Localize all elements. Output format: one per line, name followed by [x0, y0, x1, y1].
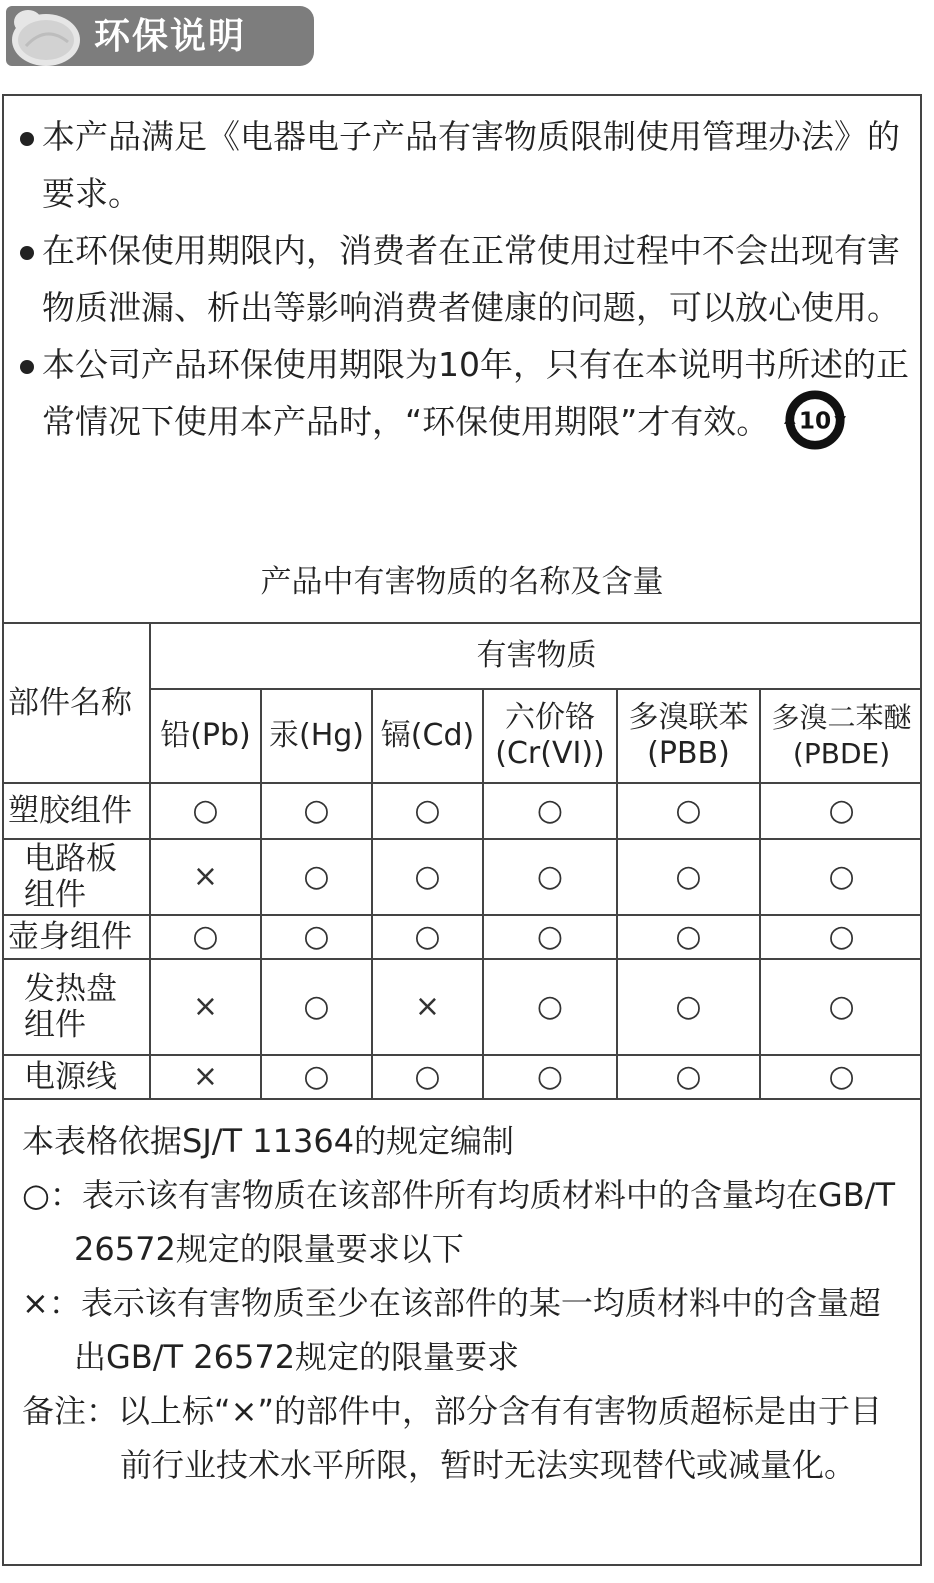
note-circle-legend: ○：表示该有害物质在该部件所有均质材料中的含量均在GB/T 26572规定的限量要求以下 [22, 1176, 896, 1268]
part-name: 壶身组件 [4, 915, 150, 959]
cell-mark: × [150, 839, 261, 915]
part-name: 发热盘 组件 [4, 959, 150, 1055]
part-name: 塑胶组件 [4, 783, 150, 839]
table-row [4, 915, 922, 959]
epup-10-years-icon [784, 389, 846, 451]
table-notes [22, 1114, 912, 1492]
statement-item [20, 108, 910, 222]
cell-mark: ○ [617, 839, 760, 915]
statement-item [20, 336, 910, 451]
column-header-lead: 铅(Pb) [150, 689, 261, 783]
cell-mark: ○ [372, 1055, 483, 1099]
table-row [4, 783, 922, 839]
cell-mark: × [372, 959, 483, 1055]
cell-mark: ○ [372, 783, 483, 839]
part-name: 电路板 组件 [4, 839, 150, 915]
cell-mark: ○ [760, 839, 922, 915]
statement-text: 本公司产品环保使用期限为10年，只有在本说明书所述的正常情况下使用本产品时，“环保使用期限”才有效。 [42, 345, 909, 441]
table-row [4, 1055, 922, 1099]
part-name-header: 部件名称 [4, 623, 150, 783]
column-header-pbde: 多溴二苯醚 (PBDE) [760, 689, 922, 783]
statement-text: 在环保使用期限内，消费者在正常使用过程中不会出现有害物质泄漏、析出等影响消费者健康的问题，可以放心使用。 [42, 231, 900, 327]
hazardous-substance-table [4, 622, 922, 1100]
column-header-mercury: 汞(Hg) [261, 689, 372, 783]
cell-mark: ○ [372, 839, 483, 915]
cell-mark: ○ [617, 915, 760, 959]
cell-mark: ○ [372, 915, 483, 959]
section-title: 环保说明 [94, 16, 247, 57]
cell-mark: ○ [760, 1055, 922, 1099]
cell-mark: ○ [150, 783, 261, 839]
cell-mark: × [150, 1055, 261, 1099]
statement-item [20, 222, 910, 336]
statement-text: 本产品满足《电器电子产品有害物质限制使用管理办法》的要求。 [42, 117, 900, 213]
table-row [4, 839, 922, 915]
table-title: 产品中有害物质的名称及含量 [260, 564, 664, 600]
cell-mark: ○ [760, 915, 922, 959]
cell-mark: ○ [261, 1055, 372, 1099]
cell-mark: ○ [483, 783, 617, 839]
section-header [6, 6, 314, 66]
column-header-cadmium: 镉(Cd) [372, 689, 483, 783]
table-row [4, 959, 922, 1055]
content-frame [2, 94, 922, 1566]
bullet-icon [20, 246, 34, 260]
cell-mark: ○ [483, 1055, 617, 1099]
bullet-icon [20, 132, 34, 146]
column-header-pbb: 多溴联苯 (PBB) [617, 689, 760, 783]
bullet-icon [20, 360, 34, 374]
cell-mark: × [150, 959, 261, 1055]
column-header-chromium: 六价铬 (Cr(VI)) [483, 689, 617, 783]
cell-mark: ○ [150, 915, 261, 959]
note-cross-legend: ×：表示该有害物质至少在该部件的某一均质材料中的含量超出GB/T 26572规定的限量要求 [22, 1284, 881, 1376]
note-remark: 备注：以上标“×”的部件中，部分含有有害物质超标是由于目前行业技术水平所限，暂时无法实现替代或减量化。 [22, 1392, 882, 1484]
cell-mark: ○ [760, 783, 922, 839]
cell-mark: ○ [617, 783, 760, 839]
part-name: 电源线 [4, 1055, 150, 1099]
statement-list [20, 108, 910, 451]
substance-group-header: 有害物质 [150, 623, 922, 689]
brand-blob-icon [6, 6, 86, 70]
cell-mark: ○ [617, 959, 760, 1055]
epup-number: 10 [798, 407, 831, 435]
cell-mark: ○ [261, 839, 372, 915]
cell-mark: ○ [483, 839, 617, 915]
cell-mark: ○ [483, 915, 617, 959]
cell-mark: ○ [261, 915, 372, 959]
cell-mark: ○ [760, 959, 922, 1055]
cell-mark: ○ [261, 783, 372, 839]
cell-mark: ○ [483, 959, 617, 1055]
cell-mark: ○ [617, 1055, 760, 1099]
note-basis: 本表格依据SJ/T 11364的规定编制 [22, 1122, 515, 1160]
cell-mark: ○ [261, 959, 372, 1055]
